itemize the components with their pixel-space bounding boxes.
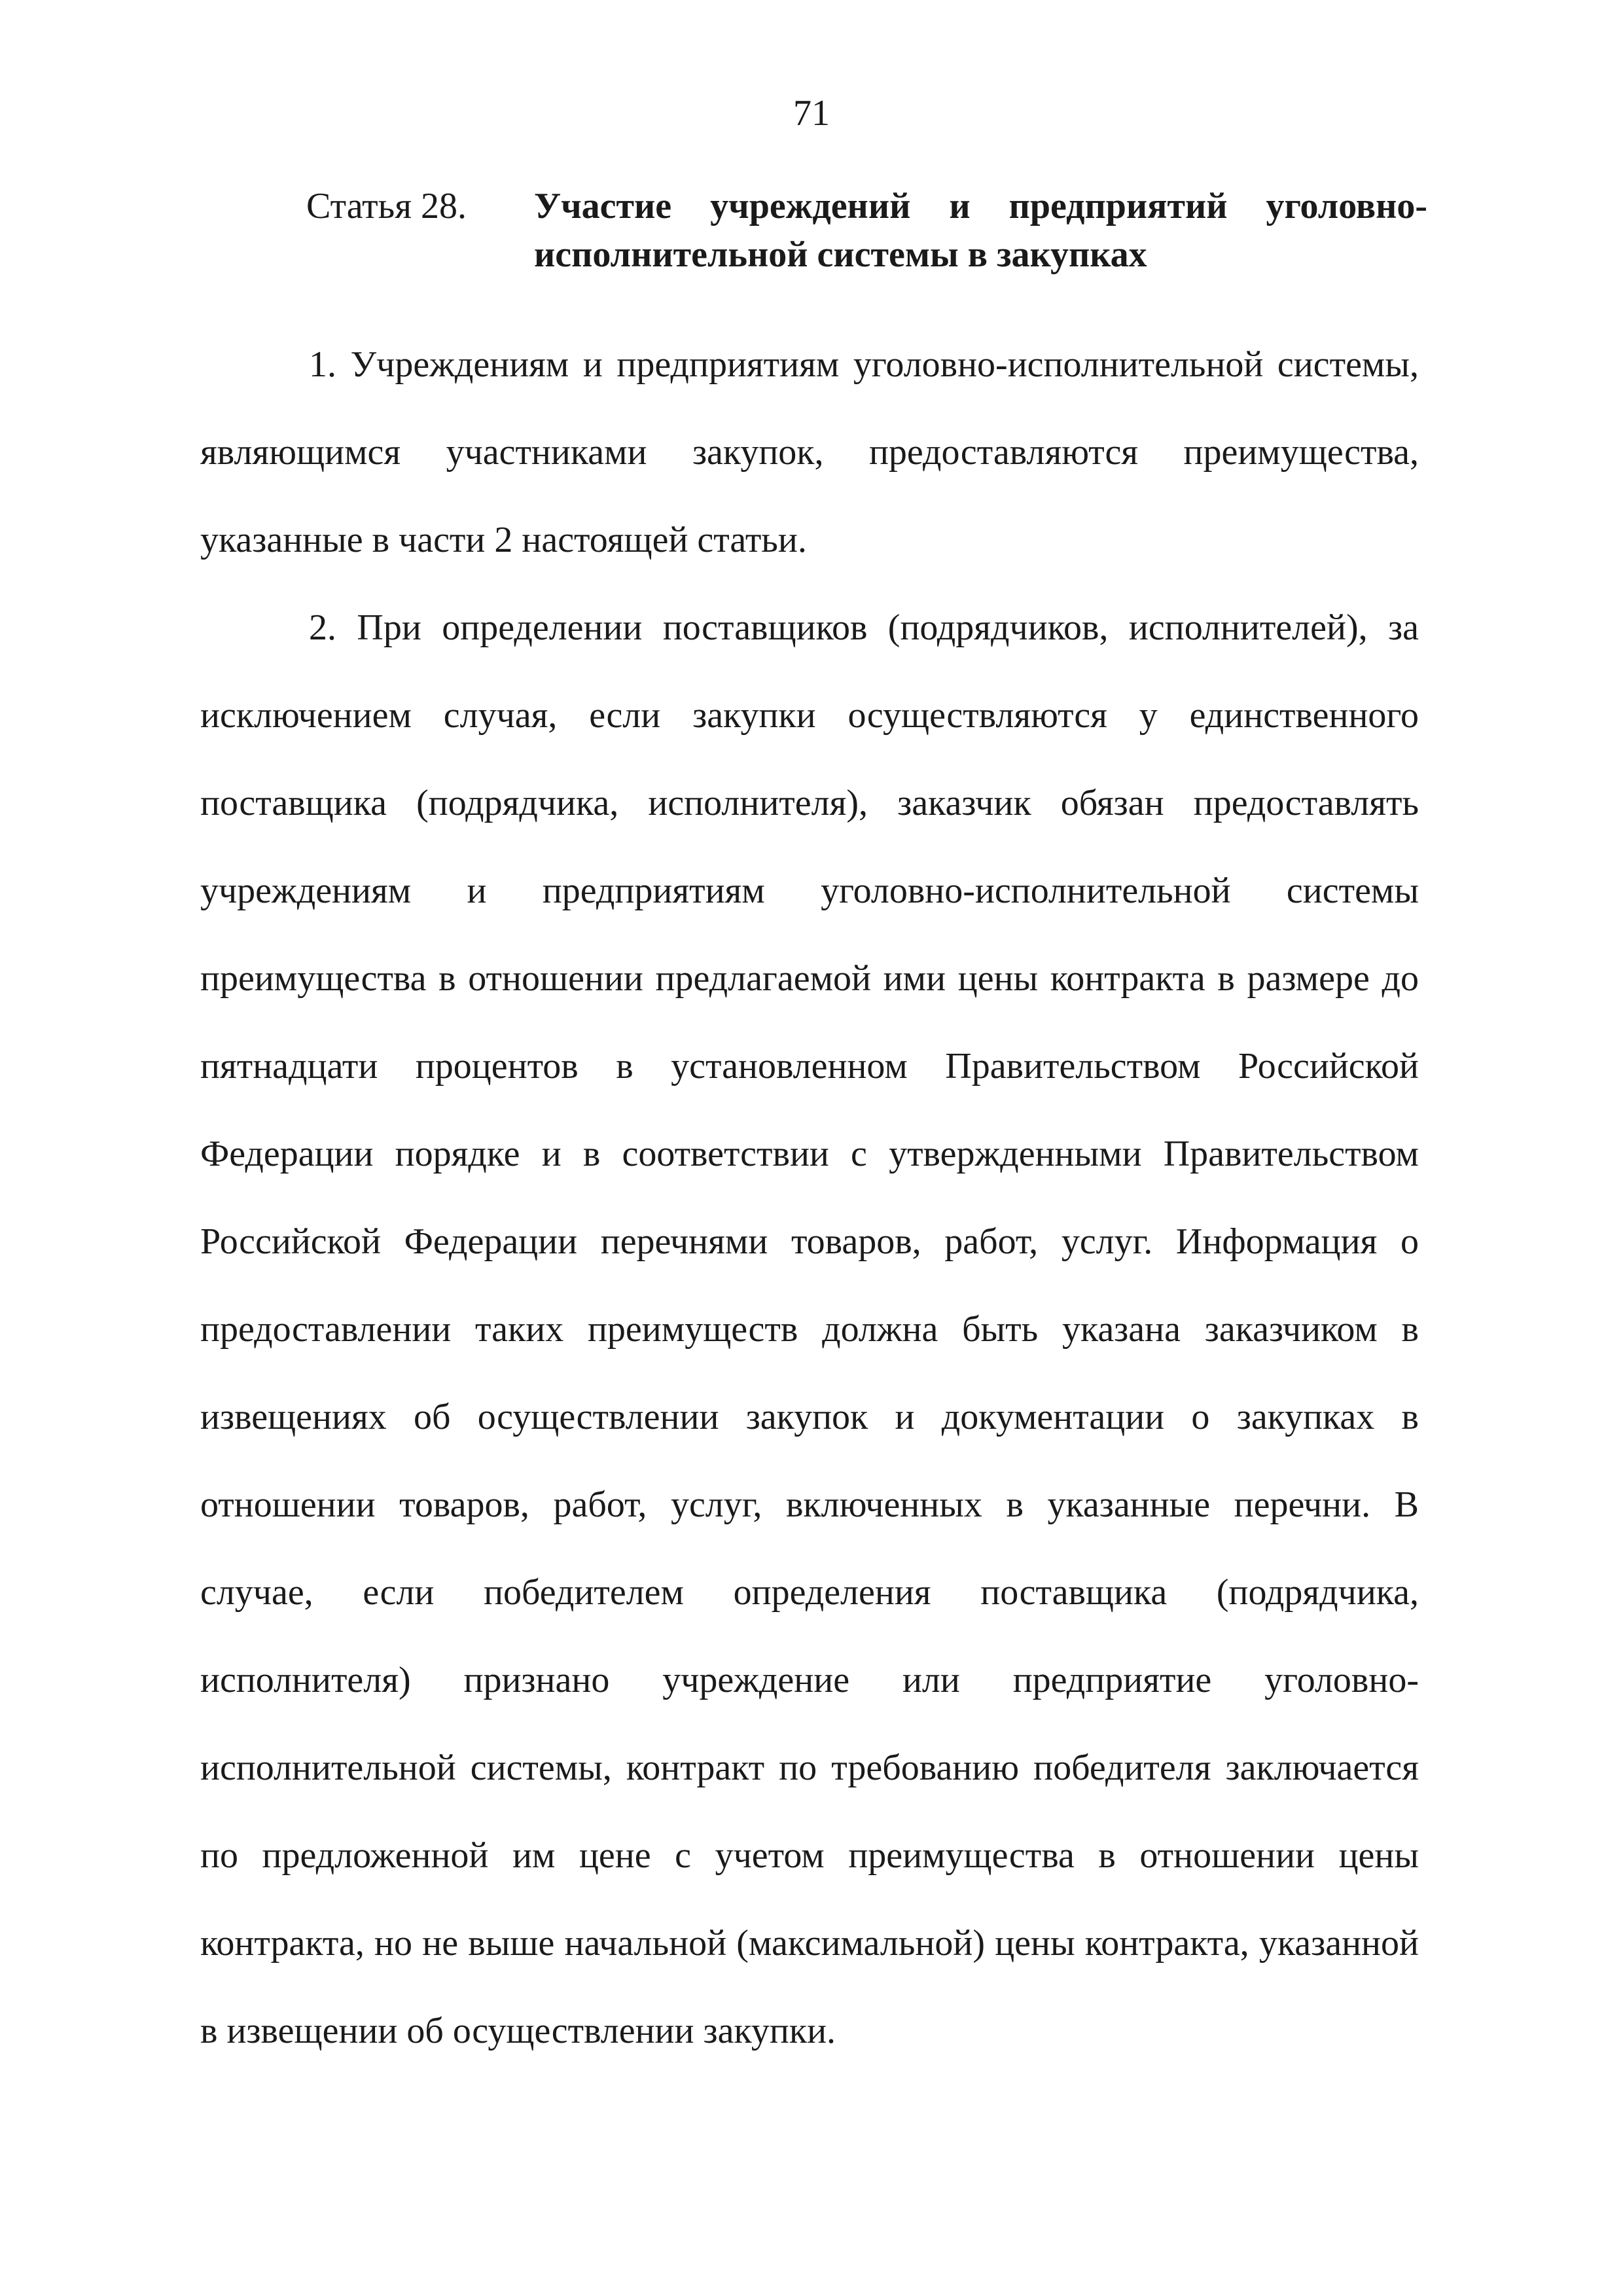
paragraph-2: 2. При определении поставщиков (подрядчиков, исполнителей), за исключением случая, если закупки осуществляются у единственного поставщика (подрядчика, исполнителя), заказчик обязан предоставлять учреждениям и предприятиям уголовно-исполнительной системы преимущества в отношении предлагаемой ими цены контракта в размере до пятнадцати процентов в установленном Правительством Российской Федерации порядке и в соответствии с утвержденными Правительством Российской Федерации перечнями товаров, работ, услуг. Информация о предоставлении таких преимуществ должна быть указана заказчиком в извещениях об осуществлении закупок и документации о закупках в отношении товаров, работ, услуг, включенных в указанные перечни. В случае, если победителем определения поставщика (подрядчика, исполнителя) признано учреждение или предприятие уголовно-исполнительной системы, контракт по требованию победителя заключается по предложенной им цене с учетом преимущества в отношении цены контракта, но не выше начальной (максимальной) цены контракта, указанной в извещении об осуществлении закупки. — [200, 607, 1419, 2051]
article-title: Участие учреждений и предприятий уголовно-исполнительной системы в закупках — [534, 186, 1427, 275]
article-label: Статья 28. — [306, 186, 467, 226]
page-number: 71 — [793, 93, 830, 134]
article-body — [200, 321, 1419, 2075]
paragraph-1: 1. Учреждениям и предприятиям уголовно-исполнительной системы, являющимся участниками закупок, предоставляются преимущества, указанные в части 2 настоящей статьи. — [200, 344, 1419, 560]
